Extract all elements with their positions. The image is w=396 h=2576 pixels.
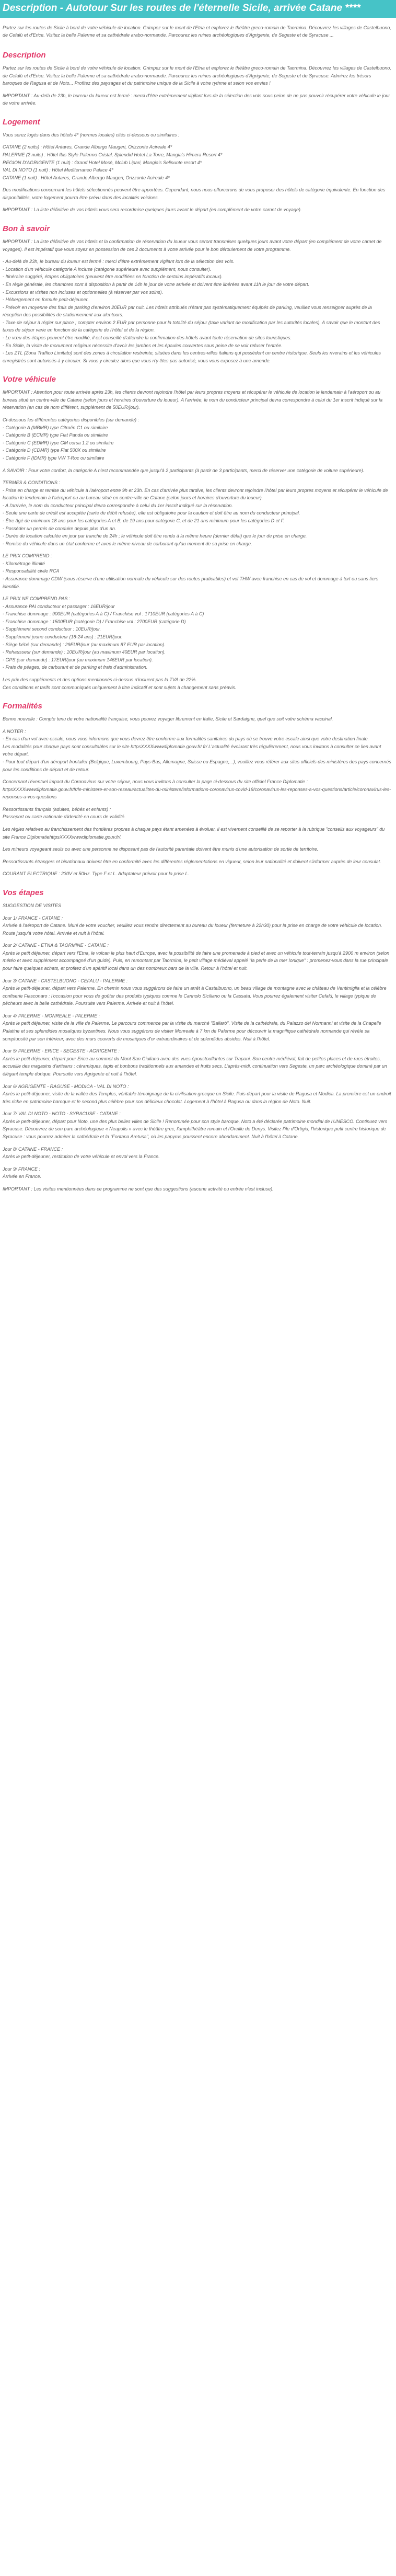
paragraph [3,914,392,937]
paragraph [3,806,392,821]
paragraph [3,858,392,866]
text-line: - Taxe de séjour à régler sur place ; compter environ 2 EUR par personne pour la totalité du séjour (taxe variant de modification par les autorités locales). A savoir que le montant des taxes de séjour varie en fonction de la catégorie de l'hôtel et de la région. [3,319,380,333]
paragraph [3,92,392,107]
text-line: Jour 1/ FRANCE - CATANE : [3,915,63,921]
text-line: - Posséder un permis de conduire depuis plus d'un an. [3,525,117,531]
paragraph [3,1047,392,1078]
section-title: Logement [3,117,40,127]
paragraph [3,206,392,214]
text-line: - GPS (sur demande) : 17EUR/jour (au maximum 146EUR par location). [3,657,153,662]
text-line: - Prévoir en moyenne des frais de parking d'environ 20EUR par nuit. Les hôtels attribués n'étant pas systématiquement équipés de parking, veuillez vous renseigner auprès de la réception des possibilités de stationnement aux alentours. [3,304,372,318]
text-line: IMPORTANT : La liste définitive de vos hôtels et la confirmation de réservation du loueur vous seront transmises quelques jours avant votre départ (en complément de votre carnet de voyages). Il est impératif que vous soyez en possession de ces 2 documents à votre arrivée pour le bon déroulement de votre programme. [3,239,382,252]
paragraph [3,728,392,773]
text-line: - Catégorie D (CDMR) type Fiat 500X ou similaire [3,448,106,453]
text-line: IMPORTANT : Les visites mentionnées dans ce programme ne sont que des suggestions (aucune activité ou entrée n'est incluse). [3,1186,274,1192]
text-line: IMPORTANT : Attention pour toute arrivée après 23h, les clients devront rejoindre l'hôtel par leurs propres moyens et récupérer le véhicule de location le lendemain à l'aéroport ou au bureau situé en centre-ville de Catane (selon jours et horaires d'ouverture du loueur). A l'arrivée, le nom du conducteur principal devra correspondre à celui du 1er inscrit indiqué sur la réservation (en cas de nom différent, supplément de 50EUR/jour). [3,390,383,410]
text-line: - A l'arrivée, le nom du conducteur principal devra correspondre à celui du 1er inscrit indiqué sur la réservation. [3,502,233,508]
text-line: Des modifications concernant les hôtels sélectionnés peuvent être apportées. Cependant, nous nous efforcerons de vous proposer des hôtels de catégorie équivalente. En fonction des disponibilités, votre logement pourra être prévu dans des localités voisines. [3,187,386,200]
paragraph [3,64,392,87]
text-line: Après le petit-déjeuner, départ vers Palerme. En chemin nous vous suggérons de faire un arrêt à Castelbuono, un beau village de montagne avec le château de Ventimiglia et la célèbre confiserie Fiasconaro : l'occasion pour vous de goûter des produits typiques comme le Cannolo Siciliano ou la Cassata. Vous pourrez également visiter Cefalù, le village typique de pêcheurs avec la belle cathédrale. Poursuite vers Palerme. Arrivée et nuit à l'hôtel. [3,986,387,1006]
section-title: Formalités [3,702,42,711]
text-line: PALERME (2 nuits) : Hôtel Ibis Style Palermo Cristal, Splendid Hotel La Torre, Mangia's Himera Resort 4* [3,152,223,157]
text-line: VAL DI NOTO (1 nuit) : Hôtel Mediterraneo Palace 4* [3,167,113,173]
text-line: Arrivée en France. [3,1174,42,1180]
text-line: - En Sicile, la visite de monument religieux nécessite d'avoir les jambes et les épaules couvertes sous peine de se voir refuser l'entrée. [3,342,283,348]
paragraph [3,942,392,972]
text-line: REGION D'AGRIGENTE (1 nuit) : Grand Hotel Mosè, Mclub Lipari, Mangia's Selinunte resort 4* [3,159,202,165]
text-line: - Supplément jeune conducteur (18-24 ans) : 21EUR/jour. [3,634,123,640]
paragraph [3,870,392,878]
text-line: - Franchise dommage : 1500EUR (catégorie D) / Franchise vol : 2700EUR (catégorie D) [3,619,186,624]
sections [3,51,392,1193]
text-line: LE PRIX NE COMPREND PAS : [3,596,71,602]
paragraph [3,1146,392,1161]
section-1 [3,118,392,214]
text-line: - Location d'un véhicule catégorie A incluse (catégorie supérieure avec supplément, nous consulter). [3,266,212,272]
text-line: - Prise en charge et remise du véhicule à l'aéroport entre 9h et 23h. En cas d'arrivée plus tardive, les clients devront rejoindre l'hôtel par leurs propres moyens et récupérer le véhicule de location le lendemain à l'aéroport ou au bureau situé en centre-ville de Catane (selon jours et horaires d'ouverture du loueur). [3,487,388,501]
text-line: Après le petit-déjeuner, départ pour Noto, une des plus belles villes de Sicile ! Renommée pour son style baroque, Noto a été déclarée patrimoine mondial de l'UNESCO. Continuez vers Syracuse. Découvrez de son parc archéologique « Neapolis » avec le théâtre grec, l'amphithéâtre romain et l'Oreille de Denys. Visitez l'île d'Ortigia, l'historique petit centre historique de Syracuse : vous pourrez admirer la cathédrale et la "Fontana Aretusa", où les papyrus poussent encore abondamment. Nuit à l'hôtel à Catane. [3,1118,388,1139]
text-line: Après le petit déjeuner, départ vers l'Etna, le volcan le plus haut d'Europe, avec la possibilité de faire une promenade à pied et avec un véhicule tout-terrain jusqu'à 2900 m environ (selon météo et avec supplément accompagné d'un guide). Puis, en remontant par Taormina, le petit village médiéval appelé "la perle de la mer Ionique" : promenez-vous dans la rue principale pour faire quelques achats, et profitez d'un apéritif local dans un des nombreux bars de la ville. Retour à l'hôtel et nuit. [3,950,390,971]
text-line: Passeport ou carte nationale d'identité en cours de validité. [3,814,126,820]
section-title: Description [3,50,46,60]
text-line: Ressortissants étrangers et binationaux doivent être en conformité avec les différentes réglementations en vigueur, selon leur nationalité et doivent s'informer auprès de leur consulat. [3,858,381,864]
text-line: A NOTER : [3,728,26,734]
text-line: Les prix des suppléments et des options mentionnés ci-dessus n'incluent pas la TVA de 22%. [3,677,197,682]
text-line: COURANT ELECTRIQUE : 230V et 50Hz. Type F et L. Adaptateur prévoir pour la prise L. [3,871,189,877]
paragraph [3,186,392,201]
text-line: - Hébergement en formule petit-déjeuner. [3,297,89,303]
paragraph [3,1185,392,1193]
text-line: Jour 8/ CATANE - FRANCE : [3,1146,63,1152]
text-line: Après le petit-déjeuner, visite de la vallée des Temples, véritable témoignage de la civilisation grecque en Sicile. Puis départ pour la visite de Ragusa et Modica. La première est un endroit très riche en patrimoine baroque et le second plus célèbre pour son délicieux chocolat. Logement à l'hôtel à Ragusa ou dans la région de Noto. Nuit. [3,1091,391,1104]
paragraph [3,902,392,910]
text-line: Jour 9/ FRANCE : [3,1166,41,1172]
paragraph [3,416,392,462]
section-title: Vos étapes [3,888,44,897]
page-title: Description - Autotour Sur les routes de l'éternelle Sicile, arrivée Catane **** [0,0,396,18]
text-line: SUGGESTION DE VISITES [3,902,62,908]
text-line: Partez sur les routes de Sicile à bord de votre véhicule de location. Grimpez sur le mont de l'Etna et explorez le théâtre greco-romain de Taormina. Découvrez les villages de Castelbuono, de Cefalù et d'Erice. Visitez la belle Palerme et sa cathédrale arabo-normande. Parcourez les ruines archéologiques d'Agrigente, de Segeste et de Syracuse. Admirez les trésors baroques de Ragusa et de Noto... Profitez des paysages et du patrimoine unique de la Sicile à votre rythme et selon vos envies ! [3,65,391,86]
text-line: - Catégorie A (MBMR) type Citroën C1 ou similaire [3,425,108,430]
text-line: Vous serez logés dans des hôtels 4* (normes locales) cités ci-dessous ou similaires : [3,132,180,138]
paragraph [3,1110,392,1140]
paragraph [3,238,392,253]
text-line: - Les ZTL (Zona Traffico Limitato) sont des zones à circulation restreinte, situées dans les centres-villes italiens qui possèdent un centre historique. Seuls les riverains et les véhicules enregistrés sont autorisés à y circuler. Si vous y circulez alors que vous n'y êtes pas autorisé, vous vous exposez à une amende. [3,350,381,363]
text-line: Les règles relatives au franchissement des frontières propres à chaque pays étant amenées à évoluer, il est vivement conseillé de se reporter à la rubrique "conseils aux voyageurs" du site France DiplomatiehttpsXXXXwwwdiplomatie.gouv.fr/. [3,827,385,840]
text-line: - Siège bébé (sur demande) : 29EUR/jour (au maximum 87 EUR par location). [3,642,166,647]
section-2 [3,224,392,364]
text-line: IMPORTANT : Au-delà de 23h, le bureau du loueur est fermé : merci d'être extrêmement vigilant lors de la sélection des vols sous peine de ne pas pouvoir récupérer votre véhicule le jour de votre arrivée. [3,93,390,106]
paragraph [3,977,392,1007]
section-title: Votre véhicule [3,375,56,384]
text-line: Les mineurs voyageant seuls ou avec une personne ne disposant pas de l'autorité parentale doivent être munis d'une autorisation de sortie de territoire. [3,846,319,852]
paragraph [3,131,392,139]
text-line: Jour 6/ AGRIGENTE - RAGUSE - MODICA - VAL DI NOTO : [3,1083,129,1089]
text-line: - Excursions et visites non incluses et optionnelles (à réserver par vos soins). [3,289,164,295]
text-line: Après le petit déjeuner, visite de la ville de Palerme. Le parcours commence par la visite du marché "Ballarò". Visite de la cathédrale, du Palazzo dei Normanni et visite de la Chapelle Palatine et ses splendides mosaïques byzantines. Nous vous suggérons de visiter Monreale à 7 km de Palerme pour découvrir la magnifique cathédrale normande qui révèle sa somptuosité par son intérieur, avec des murs couverts de mosaïques d'or extraordinaires et de splendides absides. Nuit à l'hôtel. [3,1021,381,1041]
paragraph [3,845,392,853]
text-line: Jour 7/ VAL DI NOTO - NOTO - SYRACUSE - CATANE : [3,1111,121,1117]
paragraph [3,715,392,723]
section-5 [3,888,392,1193]
text-line: - Catégorie F (IDMR) type VW T-Roc ou similaire [3,455,104,461]
text-line: CATANE (2 nuits) : Hôtel Antares, Grande Albergo Maugeri, Orizzonte Acireale 4* [3,144,172,150]
content [0,24,396,1193]
text-line: Ci-dessous les différentes catégories disponibles (sur demande) : [3,417,139,423]
text-line: - Seule une carte de crédit est acceptée (carte de débit refusée), elle est obligatoire pour la caution et doit être au nom du conducteur principal. [3,510,300,516]
paragraph [3,1165,392,1181]
text-line: - Assurance PAI conducteur et passager : 16EUR/jour [3,603,115,609]
text-line: Jour 2/ CATANE - ETNA & TAORMINE - CATANE : [3,943,109,948]
text-line: - Être âgé de minimum 18 ans pour les catégories A et B, de 19 ans pour catégorie C, et de 21 ans minimum pour les catégories D et F. [3,518,285,523]
text-line: Ressortissants français (adultes, bébés et enfants) : [3,806,111,812]
text-line: - Catégorie C (EDMR) type GM corsa 1.2 ou similaire [3,440,114,445]
text-line: Jour 5/ PALERME - ERICE - SEGESTE - AGRIGENTE : [3,1048,120,1054]
text-line: - Responsabilité civile RCA [3,568,60,574]
text-line: - Frais de péages, de carburant et de parking et frais d'administration. [3,665,148,670]
text-line: TERMES & CONDITIONS : [3,480,61,486]
text-line: - Rehausseur (sur demande) : 10EUR/jour (au maximum 40EUR par location). [3,649,166,655]
text-line: - Catégorie B (ECMR) type Fiat Panda ou similaire [3,432,108,438]
text-line: - Durée de location calculée en jour par tranche de 24h ; le véhicule doit être rendu à la même heure (dernier délai) que le jour de prise en charge. [3,533,307,539]
text-line: IMPORTANT : La liste définitive de vos hôtels vous sera recordmise quelques jours avant le départ (en complément de votre carnet de voyage). [3,207,302,213]
paragraph [3,595,392,671]
intro-paragraph: Partez sur les routes de Sicile à bord de votre véhicule de location. Grimpez sur le mont de l'Etna et explorez le théâtre greco-romain de Taormina. Découvrez les villages de Castelbuono, de Cefalù et d'Erice. Visitez la belle Palerme et sa cathédrale arabo-normande. Parcourez les ruines archéologiques d'Agrigente, de Segeste et de Syracuse ... [3,25,391,38]
paragraph [3,676,392,691]
text-line: Ces conditions et tarifs sont communiqués uniquement à titre indicatif et sont sujets à changement sans préavis. [3,684,237,690]
text-line: - Remise du véhicule dans un état conforme et avec le même niveau de carburant qu'au moment de sa prise en charge. [3,541,252,546]
text-line: Jour 3/ CATANE - CASTELBUONO - CEFALU - PALERME : [3,978,128,983]
section-3 [3,375,392,691]
paragraph [3,778,392,801]
section-title: Bon à savoir [3,224,50,234]
section-4 [3,702,392,878]
paragraph [3,479,392,547]
text-line: - Au-delà de 23h, le bureau du loueur est fermé : merci d'être extrêmement vigilant lors de la sélection des vols. [3,259,235,265]
paragraph [3,1083,392,1106]
text-line: - Pour tout départ d'un aéroport frontalier (Belgique, Luxembourg, Pays-Bas, Allemagne, Suisse ou Espagne,...), veuillez vous référer aux sites officiels des ministères des pays concernés pour les conditions de départ et de retour. [3,759,391,772]
text-line: CATANE (1 nuit) : Hôtel Antares, Grande Albergo Maugeri, Orizzonte Acireale 4* [3,175,170,180]
text-line: - En cas d'un vol avec escale, nous vous informons que vous devrez être conforme aux formalités sanitaires du pays où se trouve votre escale ainsi que votre destination finale. [3,736,369,742]
text-line: A SAVOIR : Pour votre confort, la catégorie A n'est recommandée que jusqu'à 2 participants (à partir de 3 participants, merci de réserver une catégorie de voiture supérieure). [3,467,365,473]
text-line: Jour 4/ PALERME - MONREALE - PALERME : [3,1013,100,1018]
text-line: - Franchise dommage : 900EUR (catégories A à C) / Franchise vol : 1710EUR (catégories A à C) [3,611,204,617]
text-line: Après le petit déjeuner, départ pour Erice au sommet du Mont San Giuliano avec des vues époustouflantes sur Trapani. Son centre médiéval, fait de petites places et de rues étroites, accueille des magasins d'artisans : céramiques, tapis et bonbons traditionnels aux amandes et fruits secs. L'après-midi, continuation vers Segeste, un parc archéologique dominé par un élégant temple dorique. Poursuite vers Agrigente et nuit à l'hôtel. [3,1056,387,1077]
text-line: Arrivée à l'aéroport de Catane. Muni de votre voucher, veuillez vous rendre directement au bureau du loueur (fermeture à 22h30) pour la prise en charge de votre véhicule de location. Route jusqu'à votre hôtel. Arrivée et nuit à l'hôtel. [3,923,382,936]
text-line: - En règle générale, les chambres sont à disposition à partir de 14h le jour de votre arrivée et doivent être libérées avant 11h le jour de votre départ. [3,281,310,287]
paragraph [3,388,392,411]
text-line: httpsXXXXwwwdiplomatie.gouv.fr/fr/le-ministere-et-son-reseau/actualites-du-ministere/informations-coronavirus-covid-19/coronavirus-les-reponses-a-vos-questions/article/coronavirus-les-reponses-a-vos-questions [3,786,391,800]
text-line: - Assurance dommage CDW (sous réserve d'une utilisation normale du véhicule sur des routes praticables) et vol THW avec franchise en cas de vol et dommage à tort ou sans tiers identifié. [3,576,379,589]
text-line: Bonne nouvelle : Compte tenu de votre nationalité française, vous pouvez voyager librement en Italie, Sicile et Sardaigne, quel que soit votre schéma vaccinal. [3,716,333,722]
text-line: Après le petit-déjeuner, restitution de votre véhicule et envol vers la France. [3,1154,160,1160]
paragraph [3,258,392,364]
paragraph [3,552,392,590]
paragraph [3,143,392,181]
text-line: - Kilométrage illimité [3,560,45,566]
section-0 [3,51,392,107]
text-line: - Le vœu des étapes peuvent être modifié, il est conseillé d'attendre la confirmation des hôtels avant toute réservation de sites touristiques. [3,335,292,340]
text-line: - Itinéraire suggéré, étapes obligatoires (peuvent être modifiées en fonction de certains impératifs locaux). [3,274,223,280]
text-line: LE PRIX COMPREND : [3,553,52,559]
text-line: - Supplément second conducteur : 10EUR/jour. [3,626,101,632]
paragraph [3,826,392,841]
page [0,0,396,1213]
paragraph [3,1012,392,1043]
text-line: Les modalités pour chaque pays sont consultables sur le site httpsXXXXwwwdiplomatie.gouv.fr/ fr/ L'actualité évoluant très régulièrement, nous vous invitons à consulter ce lien avant votre départ. [3,743,381,757]
text-line: Concernant l'éventuel impact du Coronavirus sur votre séjour, nous vous invitons à consulter la page ci-dessous du site officiel France Diplomatie : [3,779,308,785]
paragraph [3,467,392,475]
